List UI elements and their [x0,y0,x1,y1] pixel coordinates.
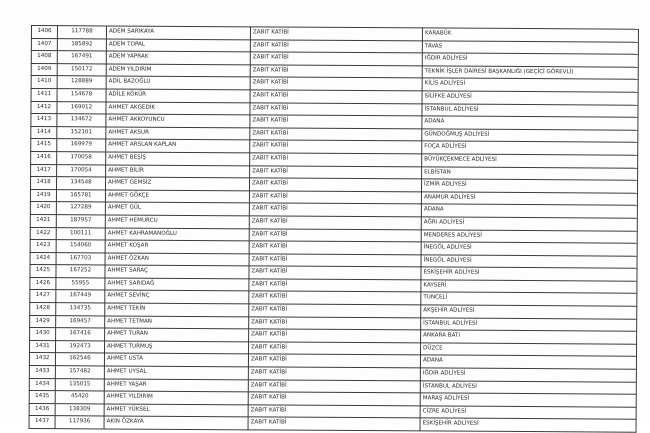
row-number-cell: 1409 [31,63,57,76]
registry-number-cell: 169979 [57,139,106,152]
assigned-unit-cell: ANKARA BATI [421,330,637,344]
job-title-cell: ZABIT KATİBİ [248,354,420,368]
job-title-cell: ZABIT KATİBİ [249,291,421,305]
registry-number-cell: 162546 [55,353,104,366]
registry-number-cell: 134735 [56,303,105,316]
row-number-cell: 1432 [29,353,55,366]
row-number-cell: 1407 [31,38,57,51]
assigned-unit-cell: KARABÜK [422,28,638,42]
job-title-cell: ZABIT KATİBİ [249,241,421,255]
job-title-cell: ZABIT KATİBİ [250,115,422,129]
job-title-cell: ZABIT KATİBİ [249,279,421,293]
personnel-table [29,25,639,433]
assigned-unit-cell: DÜZCE [420,343,636,357]
job-title-cell: ZABIT KATİBİ [248,342,420,356]
full-name-cell: AHMET AKKOYUNCU [106,114,250,127]
assigned-unit-cell: ADANA [421,204,637,218]
assigned-unit-cell: AĞRI ADLİYESİ [421,217,637,231]
job-title-cell: ZABIT KATİBİ [249,191,421,205]
full-name-cell: AHMET AKSUR [106,127,250,140]
full-name-cell: AHMET UYSAL [104,366,248,379]
job-title-cell: ZABIT KATİBİ [248,379,420,393]
assigned-unit-cell: İZMİR ADLİYESİ [421,179,637,193]
assigned-unit-cell: İSTANBUL ADLİYESİ [420,381,636,395]
row-number-cell: 1420 [30,202,56,215]
full-name-cell: AHMET AKGEDİK [106,102,250,115]
full-name-cell: AHMET ÖZKAN [105,253,249,266]
row-number-cell: 1414 [31,126,57,139]
full-name-cell: AHMET KAHRAMANOĞLU [105,227,249,240]
row-number-cell: 1416 [31,151,57,164]
registry-number-cell: 167416 [56,328,105,341]
assigned-unit-cell: İNEGÖL ADLİYESİ [421,255,637,269]
registry-number-cell: 185892 [57,38,106,51]
assigned-unit-cell: MENDERES ADLİYESİ [421,229,637,243]
job-title-cell: ZABIT KATİBİ [250,52,422,66]
job-title-cell: ZABIT KATİBİ [249,266,421,280]
assigned-unit-cell: IĞDIR ADLİYESİ [420,368,636,382]
job-title-cell: ZABIT KATİBİ [250,77,422,91]
full-name-cell: AHMET BİLİR [106,164,250,177]
row-number-cell: 1427 [30,290,56,303]
job-title-cell: ZABIT KATİBİ [250,165,422,179]
assigned-unit-cell: ANAMUR ADLİYESİ [421,192,637,206]
registry-number-cell: 45420 [55,391,104,404]
assigned-unit-cell: TAVAS [422,40,638,54]
job-title-cell: ZABIT KATİBİ [249,228,421,242]
row-number-cell: 1435 [29,391,55,404]
row-number-cell: 1411 [31,88,57,101]
job-title-cell: ZABIT KATİBİ [250,128,422,142]
row-number-cell: 1410 [31,76,57,89]
full-name-cell: AHMET TEKİN [105,303,249,316]
registry-number-cell: 157482 [55,366,104,379]
registry-number-cell: 154678 [57,89,106,102]
full-name-cell: AHMET USTA [104,353,248,366]
full-name-cell: AHMET TURMUŞ [104,341,248,354]
registry-number-cell: 134672 [57,114,106,127]
registry-number-cell: 150172 [57,63,106,76]
row-number-cell: 1433 [29,366,55,379]
job-title-cell: ZABIT KATİBİ [249,329,421,343]
row-number-cell: 1419 [30,189,56,202]
job-title-cell: ZABIT KATİBİ [249,216,421,230]
full-name-cell: AHMET KOŞAR [105,240,249,253]
registry-number-cell: 138309 [55,403,104,416]
registry-number-cell: 152101 [57,126,106,139]
full-name-cell: AHMET TETMAN [105,316,249,329]
assigned-unit-cell: GÜNDOĞMUŞ ADLİYESİ [422,129,638,143]
registry-number-cell: 169012 [57,101,106,114]
registry-number-cell: 127289 [56,202,105,215]
assigned-unit-cell: ESKİŞEHİR ADLİYESİ [421,267,637,281]
full-name-cell: AHMET GEMSİZ [105,177,249,190]
row-number-cell: 1408 [31,51,57,64]
job-title-cell: ZABIT KATİBİ [249,304,421,318]
registry-number-cell: 167252 [56,265,105,278]
job-title-cell: ZABIT KATİBİ [250,140,422,154]
assigned-unit-cell: TUNCELİ [421,292,637,306]
assigned-unit-cell: SİLİFKE ADLİYESİ [422,91,638,105]
job-title-cell: ZABIT KATİBİ [249,203,421,217]
assigned-unit-cell: IĞDIR ADLİYESİ [422,53,638,67]
row-number-cell: 1413 [31,114,57,127]
full-name-cell: ADEM TOPAL [106,39,250,52]
registry-number-cell: 134548 [56,177,105,190]
row-number-cell: 1434 [29,378,55,391]
assigned-unit-cell: ADANA [422,116,638,130]
job-title-cell: ZABIT KATİBİ [249,178,421,192]
registry-number-cell: 55955 [56,278,105,291]
full-name-cell: ADEM YAPRAK [106,51,250,64]
row-number-cell: 1428 [30,303,56,316]
job-title-cell: ZABIT KATİBİ [250,102,422,116]
row-number-cell: 1406 [31,26,57,39]
full-name-cell: AHMET YILDIRIM [104,391,248,404]
assigned-unit-cell: İSTANBUL ADLİYESİ [421,318,637,332]
row-number-cell: 1437 [29,416,55,429]
assigned-unit-cell: FOÇA ADLİYESİ [422,141,638,155]
job-title-cell: ZABIT KATİBİ [250,39,422,53]
row-number-cell: 1431 [29,340,55,353]
row-number-cell: 1423 [30,240,56,253]
row-number-cell: 1425 [30,265,56,278]
row-number-cell: 1424 [30,252,56,265]
full-name-cell: AHMET HEMURCU [105,215,249,228]
row-number-cell: 1426 [30,277,56,290]
assigned-unit-cell: KİLİS ADLİYESİ [422,78,638,92]
assigned-unit-cell: ESKİŞEHİR ADLİYESİ [420,418,636,432]
full-name-cell: AHMET SARAÇ [105,265,249,278]
full-name-cell: AHMET YÜKSEL [104,404,248,417]
registry-number-cell: 135015 [55,378,104,391]
registry-number-cell: 167703 [56,252,105,265]
row-number-cell: 1421 [30,214,56,227]
registry-number-cell: 100111 [56,227,105,240]
row-number-cell: 1417 [31,164,57,177]
assigned-unit-cell: BÜYÜKÇEKMECE ADLİYESİ [422,154,638,168]
registry-number-cell: 117788 [57,26,106,39]
full-name-cell: AHMET YAŞAR [104,379,248,392]
registry-number-cell: 169457 [56,315,105,328]
row-number-cell: 1429 [30,315,56,328]
assigned-unit-cell: MARAŞ ADLİYESİ [420,393,636,407]
personnel-table-body [29,26,638,433]
assigned-unit-cell: KAYSERİ [421,280,637,294]
job-title-cell: ZABIT KATİBİ [248,405,420,419]
row-number-cell: 1412 [31,101,57,114]
registry-number-cell: 192473 [55,340,104,353]
row-number-cell: 1418 [30,177,56,190]
registry-number-cell: 170058 [57,152,106,165]
row-number-cell: 1415 [31,139,57,152]
assigned-unit-cell: ELBİSTAN [422,166,638,180]
full-name-cell: AHMET TURAN [105,328,249,341]
row-number-cell: 1430 [30,328,56,341]
registry-number-cell: 167491 [57,51,106,64]
assigned-unit-cell: İSTANBUL ADLİYESİ [422,103,638,117]
registry-number-cell: 187957 [56,215,105,228]
registry-number-cell: 165781 [56,189,105,202]
assigned-unit-cell: CİZRE ADLİYESİ [420,406,636,420]
job-title-cell: ZABIT KATİBİ [248,367,420,381]
job-title-cell: ZABIT KATİBİ [249,254,421,268]
registry-number-cell: 154060 [56,240,105,253]
registry-number-cell: 167449 [56,290,105,303]
job-title-cell: ZABIT KATİBİ [250,27,422,41]
job-title-cell: ZABIT KATİBİ [250,65,422,79]
job-title-cell: ZABIT KATİBİ [248,392,420,406]
job-title-cell: ZABIT KATİBİ [248,417,420,431]
full-name-cell: ADİL BAZOĞLU [106,76,250,89]
full-name-cell: ADEM YILDIRIM [106,64,250,77]
full-name-cell: AHMET GÖKÇE [105,190,249,203]
table-row [29,416,636,432]
full-name-cell: AHMET ARSLAN KAPLAN [106,139,250,152]
full-name-cell: AHMET GÜL [105,202,249,215]
assigned-unit-cell: ADANA [420,355,636,369]
job-title-cell: ZABIT KATİBİ [250,90,422,104]
job-title-cell: ZABIT KATİBİ [249,316,421,330]
full-name-cell: AHMET SEVİNÇ [105,290,249,303]
registry-number-cell: 128889 [57,76,106,89]
full-name-cell: ADİLE KÖKÜR [106,89,250,102]
full-name-cell: AHMET SARIDAĞ [105,278,249,291]
full-name-cell: AHMET BEŞİŞ [106,152,250,165]
full-name-cell: AKIN ÖZKAYA [104,416,248,429]
row-number-cell: 1436 [29,403,55,416]
assigned-unit-cell: TEKNİK İŞLER DAİRESİ BAŞKANLIĞI (GEÇİCİ GÖREVLİ) [422,66,638,80]
full-name-cell: ADEM SARIKAYA [106,26,250,39]
job-title-cell: ZABIT KATİBİ [250,153,422,167]
assigned-unit-cell: AKŞEHİR ADLİYESİ [421,305,637,319]
registry-number-cell: 117936 [55,416,104,429]
row-number-cell: 1422 [30,227,56,240]
registry-number-cell: 170054 [57,164,106,177]
assigned-unit-cell: İNEGÖL ADLİYESİ [421,242,637,256]
